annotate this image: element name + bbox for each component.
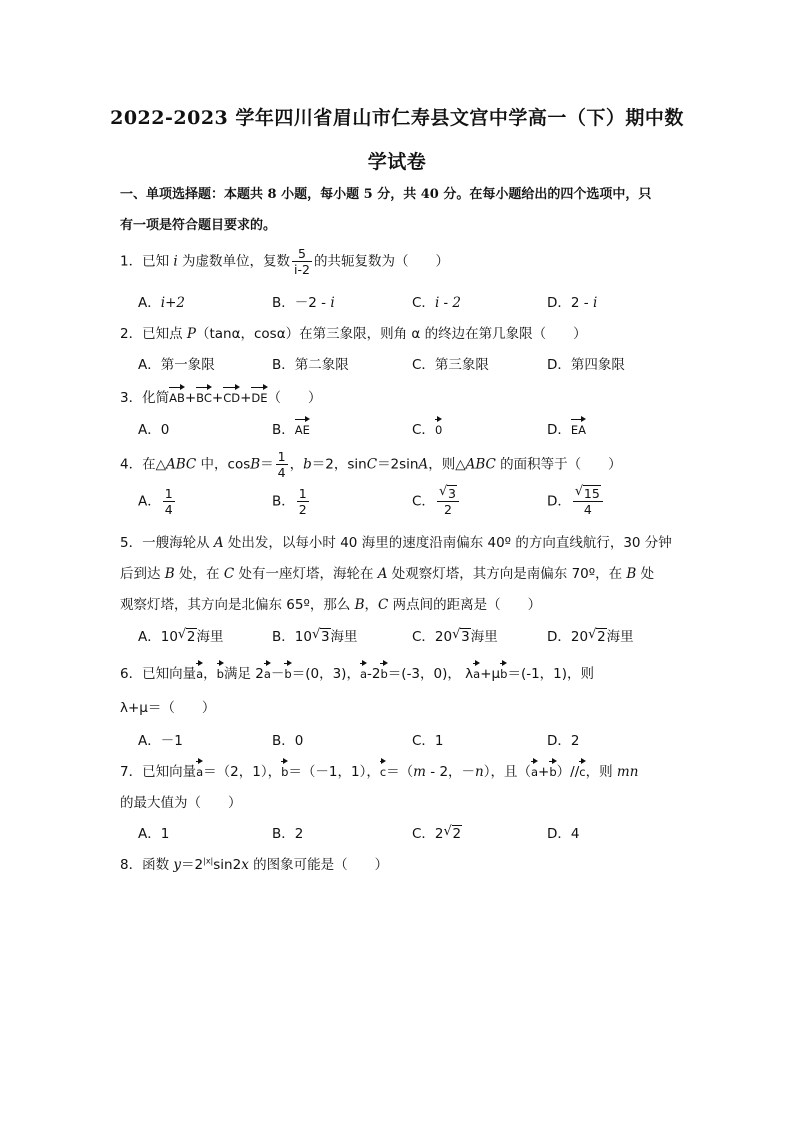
q3-option-b: B．AE [272, 422, 310, 438]
question-6: 6．已知向量a，b满足 2a－b＝(0，3)，a-2b＝(-3，0)， λa+μb＝(-1，1)，则 [120, 666, 595, 682]
question-5-line-3: 观察灯塔，其方向是北偏东 65º，那么 B，C 两点间的距离是（ ） [120, 597, 542, 613]
page-title: 2022-2023 学年四川省眉山市仁寿县文宫中学高一（下）期中数 [110, 107, 684, 129]
q3-option-c: C．0 [412, 422, 443, 438]
q2-option-c: C．第三象限 [412, 357, 489, 373]
section-heading: 一、单项选择题：本题共 8 小题，每小题 5 分，共 40 分。在每小题给出的四个选项中，只 [120, 187, 652, 202]
q1-option-d: D．2 - i [547, 295, 598, 311]
q5-option-d: D．20 √ 2海里 [547, 627, 634, 645]
question-5-line-2: 后到达 B 处，在 C 处有一座灯塔，海轮在 A 处观察灯塔，其方向是南偏东 70º，在 B 处 [120, 566, 655, 582]
q6-option-d: D．2 [547, 733, 580, 749]
q1-option-a: A．i+2 [138, 295, 185, 311]
question-1: 1．已知 i 为虚数单位，复数 $\frac{5}{i-2}$ 的共轭复数为（ ） [120, 246, 449, 277]
page-title-continued: 学试卷 [367, 151, 427, 173]
q1-option-b: B．－2 - i [272, 295, 335, 311]
question-6-line-2: λ+μ＝（ ） [120, 700, 216, 716]
q2-option-b: B．第二象限 [272, 357, 349, 373]
q5-option-b: B．10 √ 3海里 [272, 627, 358, 645]
q7-option-a: A．1 [138, 826, 170, 842]
q5-option-c: C．20 √ 3海里 [412, 627, 498, 645]
q3-option-a: A．0 [138, 422, 170, 438]
question-4: 4．在△ABC 中，cosB＝ $\frac{1}{4}$ ，b＝2，sinC＝2sinA，则△ABC 的面积等于（ ） [120, 449, 622, 480]
q2-option-d: D．第四象限 [547, 357, 625, 373]
q4-option-a: A． $\frac{1}{4}$ [138, 486, 173, 517]
q4-option-c: C． √ 3 2 [412, 486, 461, 517]
question-7-line-2: 的最大值为（ ） [120, 795, 242, 811]
q6-option-c: C．1 [412, 733, 444, 749]
q6-option-a: A．－1 [138, 733, 183, 749]
q4-option-b: B． $\frac{1}{2}$ [272, 486, 307, 517]
q6-option-b: B．0 [272, 733, 304, 749]
q4-option-d: D． √ 15 4 [547, 486, 605, 517]
q3-option-d: D．EA [547, 422, 587, 438]
question-7: 7．已知向量a＝（2，1），b＝（－1，1），c＝（m - 2，－n），且（a+b）//c，则 mn [120, 764, 639, 780]
vector-bc: BC [196, 391, 212, 405]
question-5: 5．一艘海轮从 A 处出发，以每小时 40 海里的速度沿南偏东 40º 的方向直线航行，30 分钟 [120, 535, 672, 551]
question-8: 8．函数 $y=2^{|x|}\sin 2x$ 的图象可能是（ ） [120, 856, 389, 873]
section-heading-continued: 有一项是符合题目要求的。 [120, 218, 277, 233]
vector-ab: AB [169, 391, 185, 405]
question-2: 2．已知点 P（tanα，cosα）在第三象限，则角 α 的终边在第几象限（ ） [120, 326, 587, 342]
question-3: 3．化简AB+BC+CD+DE（ ） [120, 390, 322, 406]
fraction: $\frac{5}{i-2}$ [294, 246, 310, 277]
q7-option-c: C．2 √ 2 [412, 824, 462, 842]
q7-option-d: D．4 [547, 826, 580, 842]
vector-cd: CD [223, 391, 241, 405]
q2-option-a: A．第一象限 [138, 357, 215, 373]
q1-option-c: C．i - 2 [412, 295, 461, 311]
vector-de: DE [251, 391, 268, 405]
q7-option-b: B．2 [272, 826, 304, 842]
q5-option-a: A．10 √ 2海里 [138, 627, 224, 645]
